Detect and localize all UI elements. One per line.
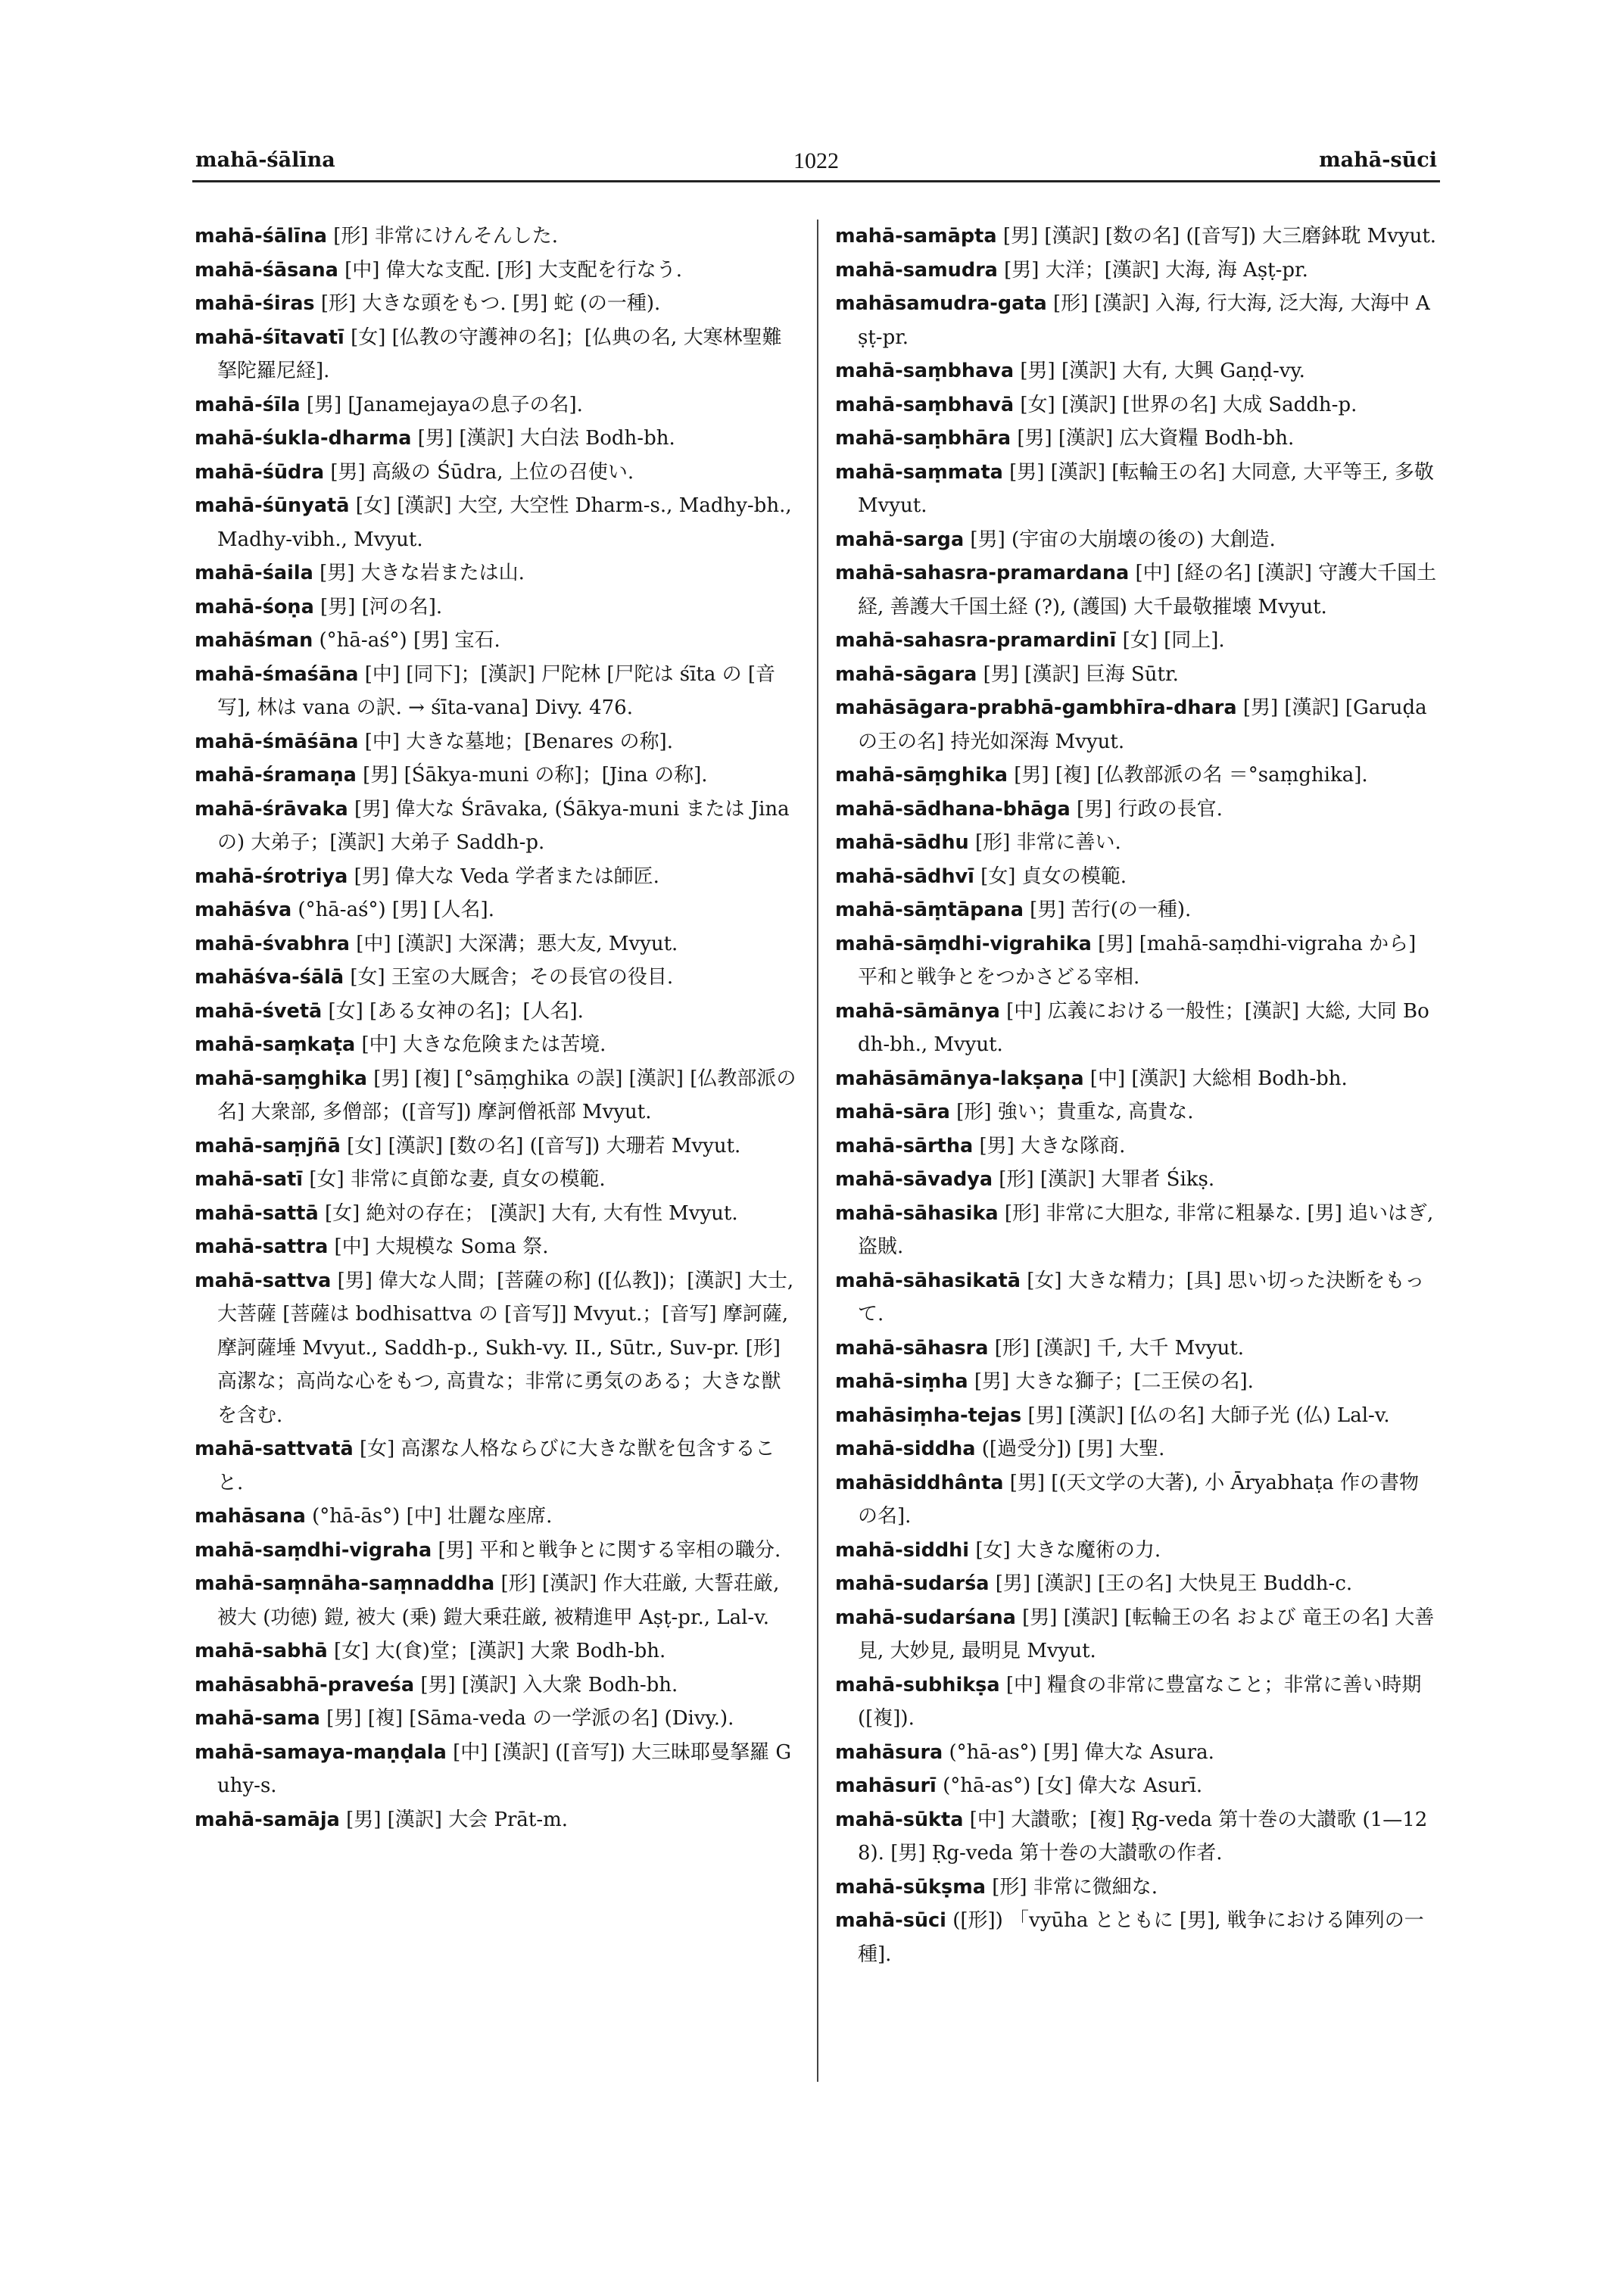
headword: mahā-sāṃtāpana [835,899,1024,921]
dictionary-entry [835,220,1438,254]
dictionary-entry [195,1163,800,1197]
dictionary-entry [195,1702,800,1736]
headword: mahāsiṃha-tejas [835,1404,1022,1427]
definition: [形] [漢訳] 作大荘厳, 大誓荘厳, 被大 (功徳) 鎧, 被大 (乗) 鎧大乗荘厳, 被精進甲 Aṣṭ-pr., Lal-v. [217,1572,780,1629]
dictionary-entry [835,624,1438,658]
definition: [中] 大規模な Soma 祭. [334,1235,549,1258]
dictionary-entry [835,1264,1438,1332]
definition: [男] [複] [°sāṃghika の誤] [漢訳] [仏教部派の名] 大衆部, 多僧部；([音写]) 摩訶僧祇部 Mvyut. [217,1067,796,1123]
headword: mahā-sāgara [835,662,977,686]
definition: [形] 非常に大胆な, 非常に粗暴な. [男] 追いはぎ, 盗賊. [858,1201,1434,1258]
headword: mahā-sāṃdhi-vigrahika [835,932,1092,955]
definition: [男] 高級の Śūdra, 上位の召使い. [330,460,634,484]
dictionary-entry [835,1163,1438,1197]
right-column [835,220,1438,1971]
headword: mahā-sāhasika [835,1201,999,1225]
definition: [形] [漢訳] 千, 大千 Mvyut. [994,1336,1245,1360]
headword: mahā-śmāśāna [195,730,359,753]
headword: mahāsāmānya-lakṣaṇa [835,1067,1084,1090]
headword: mahā-siddhi [835,1538,970,1562]
dictionary-entry [835,1332,1438,1366]
headword: mahā-sama [195,1707,320,1730]
dictionary-entry [835,254,1438,288]
definition: [男] [Janamejayaの息子の名]. [306,393,583,416]
headword: mahā-samudra [835,258,998,282]
headword: mahā-sūkta [835,1808,964,1831]
dictionary-entry [195,254,800,288]
definition: [男] [漢訳] [仏の名] 大師子光 (仏) Lal-v. [1027,1404,1390,1427]
dictionary-entry [195,1028,800,1062]
dictionary-entry [835,1769,1438,1803]
left-guide-word: mahā-śālīna [195,148,335,172]
definition: [中] [経の名] [漢訳] 守護大千国土経, 善護大千国土経 (?), (護国) 大千最敬摧壊 Mvyut. [858,562,1437,618]
definition: [男] [漢訳] 入大衆 Bodh-bh. [420,1673,678,1696]
dictionary-entry [835,1365,1438,1399]
headword: mahāśva [195,899,292,921]
definition: [男] 行政の長官. [1077,797,1223,821]
dictionary-entry [195,1432,800,1500]
definition: [女] 高潔な人格ならびに大きな獣を包含すること. [217,1438,775,1494]
dictionary-entry [835,388,1438,422]
headword: mahā-śvetā [195,999,323,1023]
definition: [女] [ある女神の名]；[人名]. [328,999,584,1023]
headword: mahā-sabhā [195,1640,328,1662]
dictionary-entry [835,1197,1438,1264]
definition: [男] [(天文学の大著), 小 Āryabhaṭa 作の書物の名]. [858,1471,1420,1528]
dictionary-entry [835,456,1438,523]
dictionary-entry [835,1904,1438,1971]
definition: [中] [同下]；[漢訳] 尸陀林 [尸陀は śīta の [音写], 林は vana の訳. → śīta-vana] Divy. 476. [217,662,776,719]
definition: [男] [漢訳] 巨海 Sūtr. [983,662,1179,686]
definition: [中] 大きな墓地；[Benares の称]. [364,730,673,753]
dictionary-entry [195,1500,800,1534]
headword: mahā-śaila [195,562,313,584]
headword: mahā-sūci [835,1909,946,1932]
headword: mahā-sāmānya [835,999,1000,1023]
dictionary-entry [835,995,1438,1062]
headword: mahā-samāja [195,1808,340,1831]
headword: mahāsurī [835,1774,937,1797]
headword: mahā-saṃbhavā [835,393,1015,416]
headword: mahā-saṃkaṭa [195,1033,356,1056]
definition: [形] 強い；貴重な, 高貴な. [956,1101,1194,1123]
dictionary-entry [835,793,1438,827]
dictionary-entry [835,1095,1438,1129]
definition: [男] [複] [Sāma-veda の一学派の名] (Divy.). [326,1707,734,1730]
definition: [男] 大きな獅子；[二王侯の名]. [974,1370,1254,1393]
dictionary-entry [835,1601,1438,1668]
right-guide-word: mahā-sūci [1319,148,1437,172]
dictionary-entry [835,658,1438,692]
headword: mahā-śītavatī [195,326,344,349]
definition: [男] 偉大な人間；[菩薩の称] ([仏教])；[漢訳] 大士, 大菩薩 [菩薩は bodhisattva の [音写]] Mvyut.；[音写] 摩訶薩, 摩訶薩埵 Mvyut., Saddh-p., Sukh-vy. II., Sūtr., Suv-pr. [形] 高潔な；高尚な心をもつ, 高貴な；非常に勇気のある；大きな獣を含む. [217,1269,794,1427]
dictionary-entry [835,354,1438,388]
dictionary-entry [195,1803,800,1837]
definition: [男] [漢訳] [王の名] 大快見王 Buddh-c. [995,1572,1353,1595]
dictionary-entry [835,287,1438,354]
headword: mahā-sādhu [835,831,969,854]
dictionary-entry [835,1399,1438,1433]
left-column [195,220,800,1837]
headword: mahāśva-śālā [195,966,344,989]
dictionary-entry [195,624,800,658]
headword: mahā-sāhasra [835,1336,989,1360]
dictionary-entry [195,456,800,490]
page-number: 1022 [793,148,839,173]
definition: [男] [漢訳] 大白法 Bodh-bh. [417,427,675,450]
headword: mahāsabhā-praveśa [195,1673,415,1696]
headword: mahāsamudra-gata [835,292,1047,315]
headword: mahā-sūkṣma [835,1875,986,1899]
dictionary-entry [835,1871,1438,1905]
dictionary-entry [835,1668,1438,1736]
definition: [形] [漢訳] 大罪者 Śikṣ. [999,1168,1215,1191]
dictionary-entry [195,1264,800,1433]
dictionary-entry [835,927,1438,995]
definition: [女] 大きな魔術の力. [975,1538,1161,1562]
headword: mahā-subhikṣa [835,1673,1000,1696]
dictionary-entry [835,1466,1438,1534]
dictionary-entry [835,1432,1438,1466]
dictionary-entry [835,826,1438,860]
headword: mahā-śūnyatā [195,494,350,517]
definition: [男] 苦行(の一種). [1030,899,1192,921]
headword: mahā-sāṃghika [835,764,1008,787]
dictionary-entry [195,759,800,793]
dictionary-entry [835,523,1438,557]
headword: mahā-sāvadya [835,1168,993,1191]
headword: mahāsiddhânta [835,1471,1004,1494]
dictionary-entry [195,489,800,556]
dictionary-entry [195,1634,800,1668]
headword: mahā-sattā [195,1201,319,1225]
headword: mahā-siṃha [835,1370,968,1393]
headword: mahā-sahasra-pramardinī [835,629,1117,652]
definition: [中] 糧食の非常に豊富なこと；非常に善い時期 ([複]). [858,1673,1422,1730]
headword: mahā-sādhvī [835,865,974,888]
dictionary-entry [835,691,1438,759]
headword: mahā-saṃdhi-vigraha [195,1538,432,1562]
definition: [形] 大きな頭をもつ. [男] 蛇 (の一種). [320,292,661,315]
dictionary-entry [195,658,800,725]
dictionary-entry [195,725,800,759]
definition: [男] 平和と戦争とに関する宰相の職分. [438,1538,781,1562]
column-divider [817,220,818,2082]
dictionary-entry [195,1230,800,1264]
definition: [男] [漢訳] [転輪王の名 および 竜王の名] 大善見, 大妙見, 最明見 Mvyut. [858,1606,1435,1662]
headword: mahā-śukla-dharma [195,427,412,450]
definition: [男] [漢訳] [Garuḍa の王の名] 持光如深海 Mvyut. [858,696,1427,753]
definition: [形] 非常に善い. [974,831,1121,854]
dictionary-entry [195,1736,800,1803]
definition: ([過受分]) [男] 大聖. [981,1438,1165,1460]
definition: [男] [複] [仏教部派の名 ＝°saṃghika]. [1014,764,1368,787]
dictionary-entry [835,1567,1438,1601]
dictionary-entry [195,793,800,860]
headword: mahā-śāsana [195,258,338,282]
definition: [男] 偉大な Śrāvaka, (Śākya-muni または Jina の) 大弟子；[漢訳] 大弟子 Saddh-p. [217,797,790,854]
headword: mahā-sattra [195,1235,329,1258]
definition: (°hā-aś°) [男] 宝石. [319,629,500,652]
headword: mahā-sattva [195,1269,332,1292]
definition: [中] [漢訳] 大深溝；悪大友, Mvyut. [356,932,678,955]
definition: [女] [同上]. [1122,629,1225,652]
definition: ([形]) 「vyūha とともに [男], 戦争における陣列の一種]. [858,1909,1424,1966]
definition: [男] [漢訳] [転輪王の名] 大同意, 大平等王, 多敬 Mvyut. [858,460,1434,517]
definition: [女] 大きな精力；[具] 思い切った決断をもって. [858,1269,1425,1326]
headword: mahā-saṃmata [835,460,1003,484]
headword: mahā-saṃnāha-saṃnaddha [195,1572,495,1595]
dictionary-entry [835,556,1438,624]
definition: [男] 大きな隊商. [979,1134,1126,1157]
headword: mahā-sāhasikatā [835,1269,1021,1292]
definition: [男] [mahā-saṃdhi-vigraha から] 平和と戦争とをつかさどる宰相. [858,932,1417,989]
headword: mahā-śoṇa [195,595,314,618]
definition: [男] 偉大な Veda 学者または師匠. [354,865,659,888]
headword: mahāsana [195,1505,306,1528]
headword: mahā-saṃjñā [195,1134,341,1157]
definition: [女] [漢訳] [数の名] ([音写]) 大珊若 Mvyut. [347,1134,741,1157]
definition: [男] [漢訳] 大会 Prāt-m. [346,1808,569,1831]
headword: mahā-sārtha [835,1134,974,1157]
headword: mahā-samaya-maṇḍala [195,1740,447,1764]
dictionary-entry [835,1803,1438,1871]
definition: [中] [漢訳] ([音写]) 大三昧耶曼拏羅 Guhy-s. [217,1740,792,1797]
definition: [男] [漢訳] 広大資糧 Bodh-bh. [1017,427,1295,450]
headword: mahāśman [195,629,313,652]
headword: mahā-saṃbhava [835,360,1015,382]
definition: [形] 非常にけんそんした. [333,225,559,248]
definition: [女] [漢訳] 大空, 大空性 Dharm-s., Madhy-bh., Madhy-vibh., Mvyut. [217,494,792,551]
headword: mahā-satī [195,1168,304,1191]
headword: mahā-sāra [835,1101,950,1123]
dictionary-entry [835,893,1438,927]
definition: [女] [漢訳] [世界の名] 大成 Saddh-p. [1020,393,1357,416]
headword: mahā-sattvatā [195,1438,354,1460]
headword: mahā-siddha [835,1438,976,1460]
headword: mahā-sahasra-pramardana [835,562,1130,584]
dictionary-entry [195,1197,800,1231]
definition: [形] [漢訳] 入海, 行大海, 泛大海, 大海中 Aṣṭ-pr. [858,292,1430,349]
definition: [男] (宇宙の大崩壊の後の) 大創造. [970,528,1276,551]
headword: mahā-samāpta [835,225,997,248]
definition: [女] [仏教の守護神の名]；[仏典の名, 大寒林聖難拏陀羅尼経]. [217,326,782,382]
definition: [中] 大きな危険または苦境. [361,1033,606,1056]
headword: mahā-saṃbhāra [835,427,1011,450]
headword: mahā-śrāvaka [195,797,348,821]
dictionary-entry [835,759,1438,793]
definition: [男] [Śākya-muni の称]；[Jina の称]. [363,764,708,787]
definition: (°hā-ās°) [中] 壮麗な座席. [312,1505,553,1528]
dictionary-entry [195,556,800,590]
dictionary-entry [835,1129,1438,1164]
dictionary-entry [195,1062,800,1129]
definition: (°hā-as°) [男] 偉大な Asura. [949,1740,1214,1764]
dictionary-entry [835,860,1438,894]
dictionary-entry [195,995,800,1029]
dictionary-entry [195,388,800,422]
definition: [男] [漢訳] [数の名] ([音写]) 大三磨鉢耽 Mvyut. [1002,225,1437,248]
headword: mahā-śīla [195,393,301,416]
dictionary-entry [195,287,800,321]
definition: [男] 大洋；[漢訳] 大海, 海 Aṣṭ-pr. [1004,258,1308,282]
dictionary-entry [195,220,800,254]
dictionary-entry [195,321,800,388]
definition: [中] 広義における一般性；[漢訳] 大総, 大同 Bodh-bh., Mvyut. [858,999,1429,1056]
definition: [中] 偉大な支配. [形] 大支配を行なう. [344,258,683,282]
definition: [男] [河の名]. [320,595,443,618]
dictionary-entry [835,422,1438,456]
headword: mahāsura [835,1740,943,1764]
dictionary-entry [195,961,800,995]
headword: mahā-śrotriya [195,865,348,888]
dictionary-entry [195,893,800,927]
definition: [女] 王室の大厩舎；その長官の役目. [350,966,674,989]
dictionary-entry [195,1129,800,1164]
headword: mahā-śvabhra [195,932,350,955]
definition: [女] 貞女の模範. [980,865,1127,888]
headword: mahā-śūdra [195,460,325,484]
definition: [男] [漢訳] 大有, 大興 Gaṇḍ-vy. [1020,360,1305,382]
headword: mahā-saṃghika [195,1067,367,1090]
headword: mahā-sarga [835,528,965,551]
headword: mahā-sudarśa [835,1572,990,1595]
definition: (°hā-as°) [女] 偉大な Asurī. [943,1774,1203,1797]
definition: [女] 大(食)堂；[漢訳] 大衆 Bodh-bh. [334,1640,666,1662]
definition: (°hā-aś°) [男] [人名]. [298,899,494,921]
headword: mahā-sudarśana [835,1606,1016,1629]
dictionary-entry [195,1668,800,1703]
headword: mahā-sādhana-bhāga [835,797,1071,821]
header-rule [192,180,1440,182]
definition: [女] 絶対の存在； [漢訳] 大有, 大有性 Mvyut. [324,1201,738,1225]
dictionary-entry [195,860,800,894]
definition: [形] 非常に微細な. [992,1875,1158,1899]
dictionary-entry [195,927,800,961]
headword: mahāsāgara-prabhā-gambhīra-dhara [835,696,1237,719]
dictionary-entry [835,1534,1438,1568]
headword: mahā-śiras [195,292,315,315]
definition: [中] [漢訳] 大総相 Bodh-bh. [1089,1067,1348,1090]
definition: [女] 非常に貞節な妻, 貞女の模範. [309,1168,606,1191]
dictionary-entry [835,1736,1438,1770]
headword: mahā-śramaṇa [195,764,357,787]
definition: [男] 大きな岩または山. [320,562,525,584]
dictionary-entry [195,422,800,456]
dictionary-entry [195,590,800,625]
definition: [中] 大讃歌；[複] Ṛg-veda 第十巻の大讃歌 (1—128). [男] Ṛg-veda 第十巻の大讃歌の作者. [858,1808,1428,1865]
headword: mahā-śālīna [195,225,327,248]
dictionary-entry [195,1567,800,1634]
dictionary-entry [835,1062,1438,1096]
headword: mahā-śmaśāna [195,662,359,686]
dictionary-entry [195,1534,800,1568]
